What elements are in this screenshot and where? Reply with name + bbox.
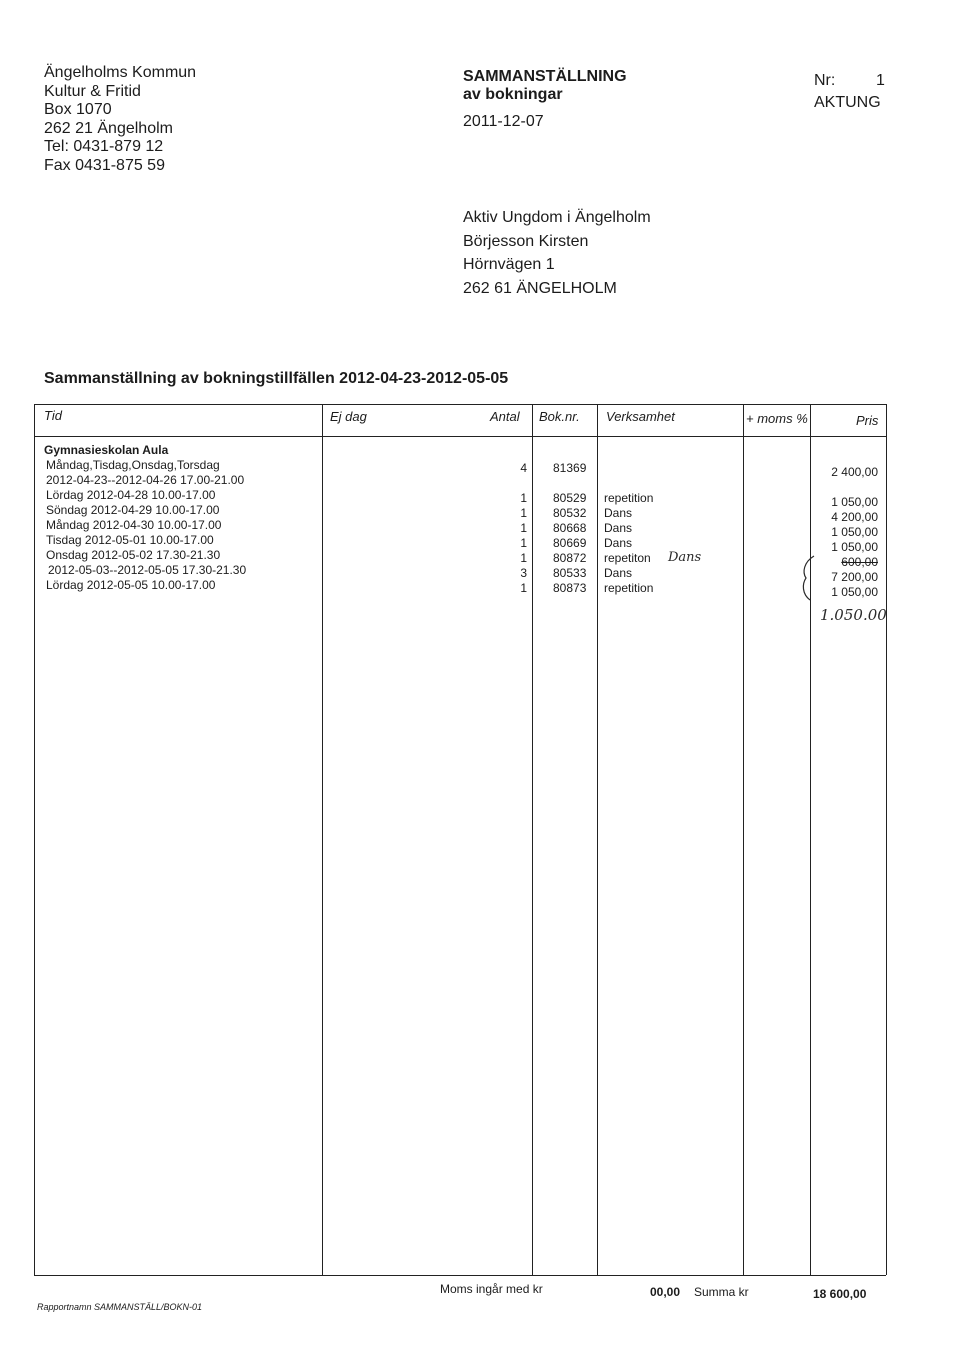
sender-line: Ängelholms Kommun [44,64,197,81]
table-row-verksamhet: Dans [604,536,633,550]
number-value: 1 [876,72,885,89]
table-row-tid: Tisdag 2012-05-01 10.00-17.00 [46,533,214,547]
table-row-tid: Måndag 2012-04-30 10.00-17.00 [46,518,222,532]
header-moms: + moms % [746,411,808,426]
header-ej-dag: Ej dag [330,409,367,424]
sender-address [44,64,196,175]
table-row-antal: 3 [520,566,527,580]
table-row-pris: 2 400,00 [831,465,878,479]
sender-line: 262 21 Ängelholm [44,119,173,137]
table-row-pris: 1 050,00 [831,540,878,554]
handwritten-bracket [798,552,818,602]
venue-name: Gymnasieskolan Aula [44,443,169,457]
table-row-bok-nr: 80873 [553,581,587,595]
table-row-bok-nr: 80529 [553,491,587,505]
table-row-verksamhet: Dans [604,566,633,580]
moms-value: 00,00 [650,1285,681,1299]
header-verksamhet: Verksamhet [606,409,675,424]
summa-value: 18 600,00 [813,1287,867,1301]
table-row-verksamhet: Dans [604,506,633,520]
recipient-line: Hörnvägen 1 [463,256,555,273]
report-name: Rapportnamn SAMMANSTÄLL/BOKN-01 [37,1302,203,1312]
table-row-bok-nr: 80669 [553,536,587,550]
table-row-verksamhet: repetiton [604,551,651,565]
document-status: AKTUNG [814,94,881,111]
table-row-pris: 4 200,00 [831,510,878,524]
table-row-antal: 1 [520,521,527,535]
column-divider [322,404,323,1275]
recipient-line: Aktiv Ungdom i Ängelholm [463,209,651,226]
header-tid: Tid [44,408,62,423]
table-row-pris-struck: 600,00 [841,555,878,569]
table-row-tid: Söndag 2012-04-29 10.00-17.00 [46,503,220,517]
column-divider [532,404,533,1275]
table-row-antal: 1 [520,491,527,505]
table-row-tid: Onsdag 2012-05-02 17.30-21.30 [46,548,221,562]
table-row-pris: 7 200,00 [831,570,878,584]
table-row-verksamhet: Dans [604,521,633,535]
table-row-antal: 1 [520,581,527,595]
table-row-antal: 1 [520,536,527,550]
handwritten-total-note: 1.050.00 [820,606,887,624]
header-antal: Antal [490,409,520,424]
table-row-tid: Måndag,Tisdag,Onsdag,Torsdag [46,458,220,472]
table-row-pris: 1 050,00 [831,525,878,539]
header-pris: Pris [856,413,879,428]
table-row-bok-nr: 81369 [553,461,587,475]
sender-line: Box 1070 [44,101,112,118]
sender-line: Kultur & Fritid [44,82,141,100]
recipient-address [463,206,651,300]
summary-heading: Sammanställning av bokningstillfällen 2012-04-23-2012-05-05 [44,370,509,387]
recipient-line: Börjesson Kirsten [463,232,589,250]
table-row-tid: 2012-04-23--2012-04-26 17.00-21.00 [46,473,245,487]
sender-line: Fax 0431-875 59 [44,156,165,174]
table-row-verksamhet: repetition [604,581,654,595]
table-border-right [886,404,887,1275]
document-date: 2011-12-07 [463,113,544,130]
table-row-bok-nr: 80533 [553,566,587,580]
table-row-tid: Lördag 2012-05-05 10.00-17.00 [46,578,216,592]
summa-label: Summa kr [694,1285,749,1299]
column-divider [597,404,598,1275]
column-divider [743,404,744,1275]
table-row-pris: 1 050,00 [831,495,878,509]
moms-text: Moms ingår med kr [440,1282,543,1296]
recipient-line: 262 61 ÄNGELHOLM [463,279,617,297]
document-subtitle: av bokningar [463,86,563,103]
table-row-verksamhet: repetition [604,491,654,505]
document-title: SAMMANSTÄLLNING [463,68,627,85]
table-top-line [34,404,886,405]
table-row-bok-nr: 80532 [553,506,587,520]
header-bok-nr: Bok.nr. [539,409,580,424]
table-bottom-line [34,1275,886,1276]
number-label: Nr: [814,72,836,89]
table-row-antal: 1 [520,551,527,565]
table-row-tid: 2012-05-03--2012-05-05 17.30-21.30 [48,563,247,577]
handwritten-annotation: Dans [668,550,702,565]
table-row-antal: 4 [520,461,527,475]
table-border-left [34,404,35,1275]
table-row-bok-nr: 80668 [553,521,587,535]
sender-line: Tel: 0431-879 12 [44,138,164,155]
table-row-bok-nr: 80872 [553,551,587,565]
table-row-pris: 1 050,00 [831,585,878,599]
table-row-antal: 1 [520,506,527,520]
table-row-tid: Lördag 2012-04-28 10.00-17.00 [46,488,216,502]
table-header-line [34,436,886,437]
